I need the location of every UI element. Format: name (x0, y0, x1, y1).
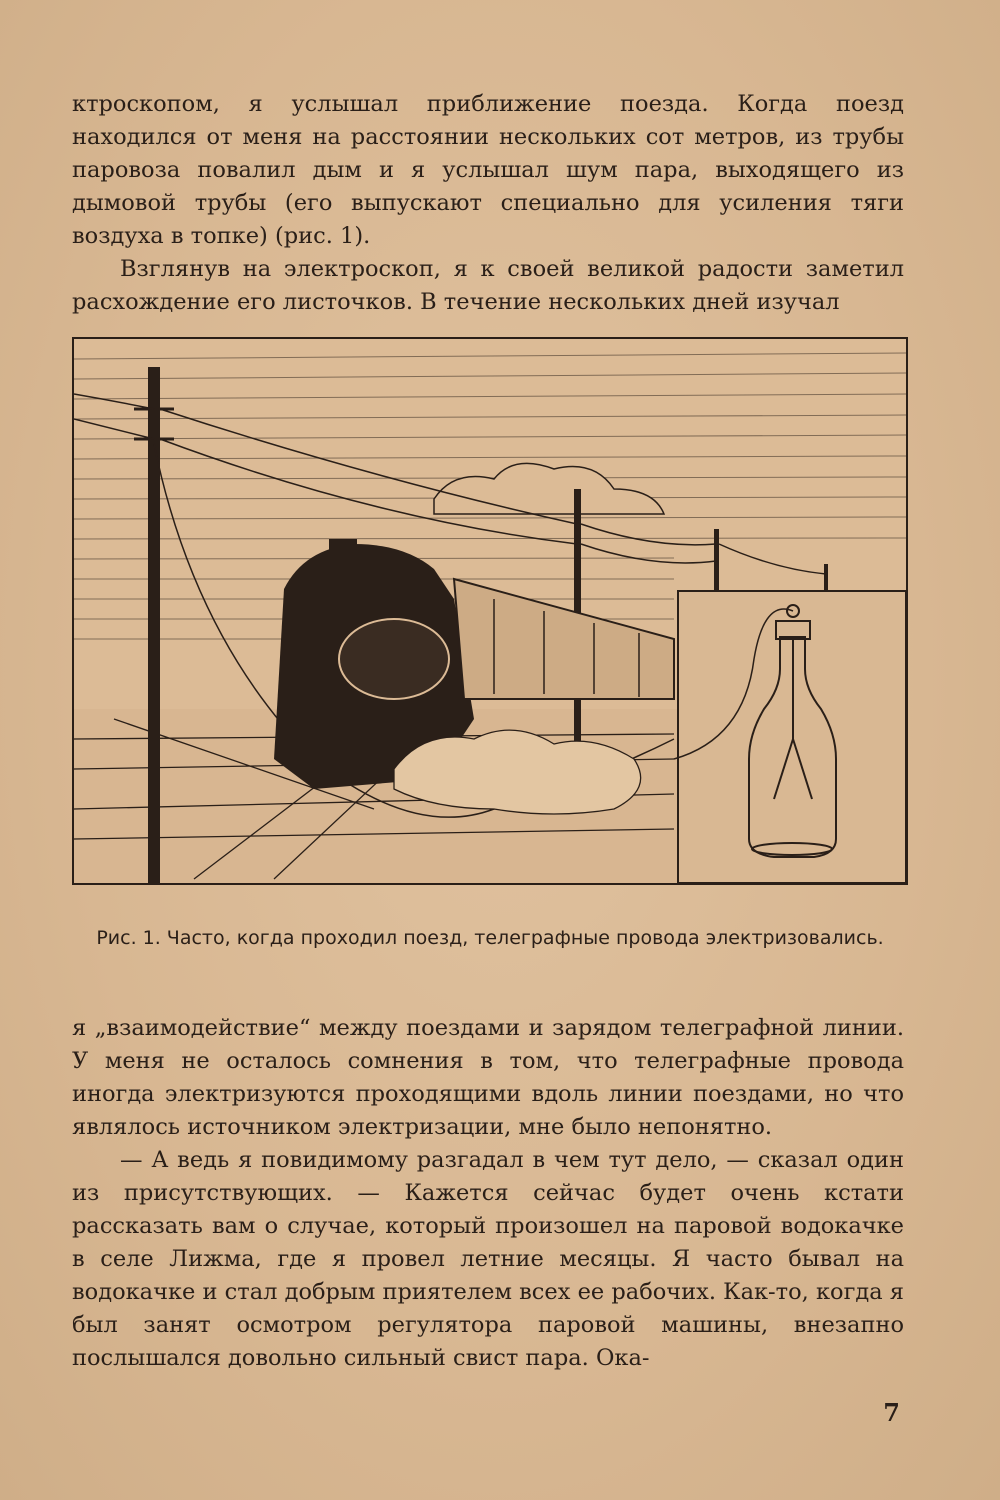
text-block-bottom (72, 1012, 904, 1375)
text-block-top (72, 88, 904, 319)
paragraph: ктроскопом, я услышал приближение поезда. Когда поезд находился от меня на расстоянии нескольких сот метров, из трубы паровоза повалил дым и я услышал шум пара, выходящего из дымовой трубы (его выпускают специально для усиления тяги воздуха в топке) (рис. 1). (72, 91, 904, 249)
paragraph: Взглянув на электроскоп, я к своей великой радости заметил расхождение его листочков. В течение нескольких дней изучал (72, 256, 904, 315)
figure-train-illustration (72, 337, 908, 885)
paragraph: — А ведь я повидимому разгадал в чем тут дело, — сказал один из присутствующих. — Кажется сейчас будет очень кстати рассказать вам о случае, который произошел на паровой водокачке в селе Лижма, где я провел летние месяцы. Я часто бывал на водокачке и стал добрым приятелем всех ее рабочих. Как-то, когда я был занят осмотром регулятора паровой машины, внезапно послышался довольно сильный свист пара. Ока- (72, 1147, 904, 1371)
page-number: 7 (883, 1398, 900, 1427)
figure-caption: Рис. 1. Часто, когда проходил поезд, телеграфные провода электризовались. (96, 927, 884, 949)
paragraph: я „взаимодействие“ между поездами и зарядом телеграфной линии. У меня не осталось сомнения в том, что телеграфные провода иногда электризуются проходящими вдоль линии поездами, но что являлось источником электризации, мне было непонятно. (72, 1015, 904, 1140)
train-telegraph-illustration (74, 339, 906, 883)
